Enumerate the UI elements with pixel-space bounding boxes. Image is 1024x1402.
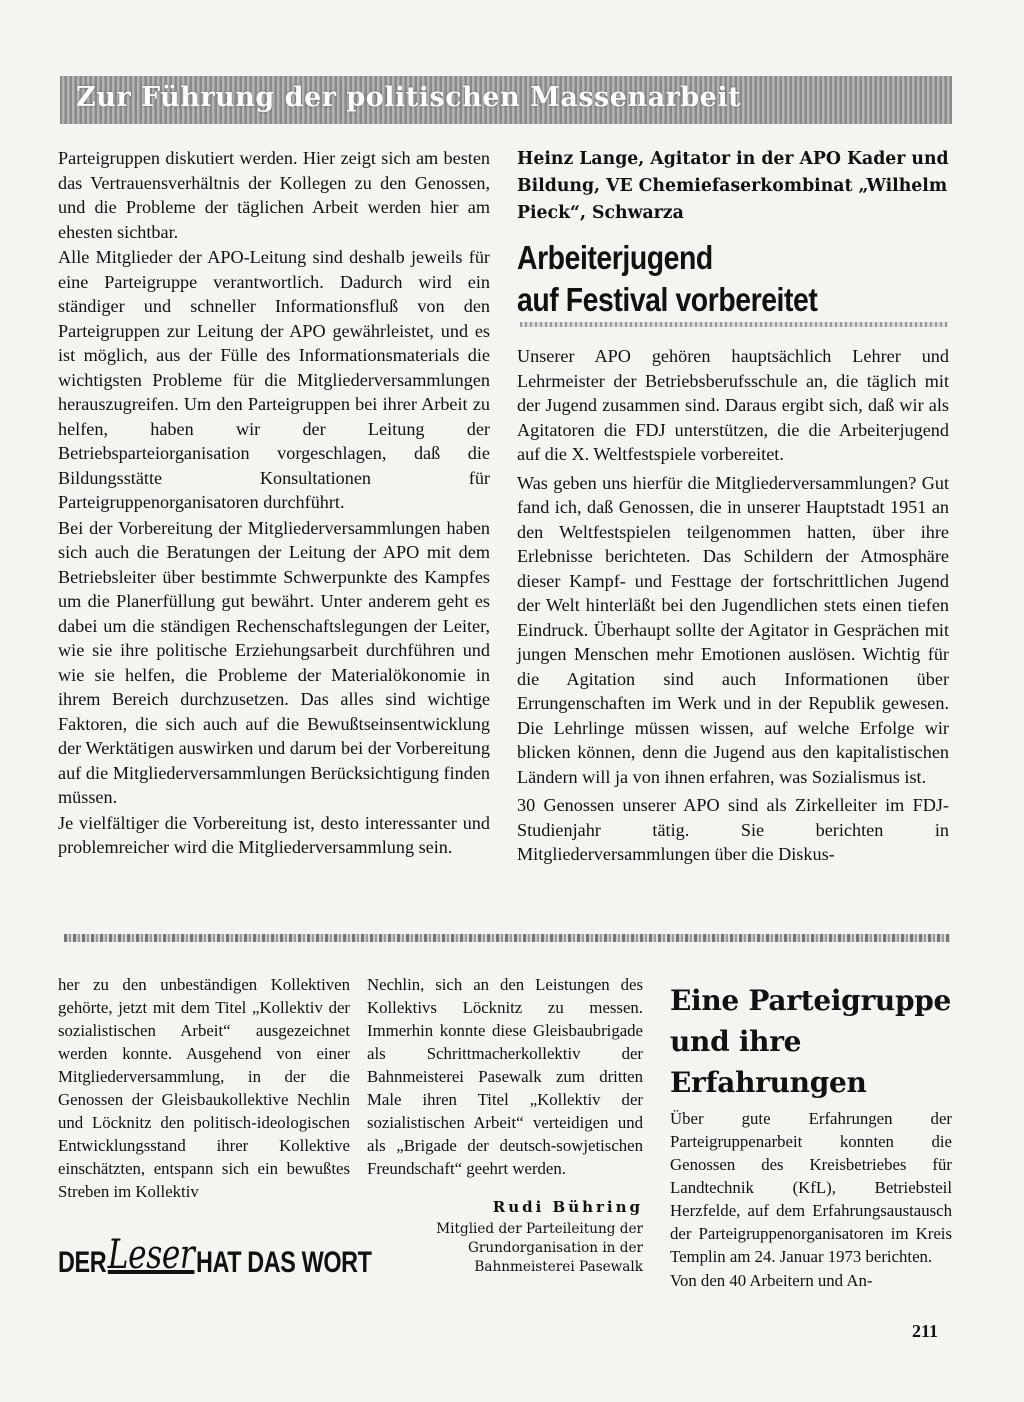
headline-line: und ihre xyxy=(670,1025,802,1058)
article-paragraph: Von den 40 Arbeitern und An- xyxy=(670,1271,873,1290)
article-paragraph: Bei der Vorbereitung der Mitgliederversammlungen haben sich auch die Beratungen der Leitung der APO mit dem Betriebsleiter über bestimmte Schwerpunkte des Kampfes um die Planerfüllung gut bewährt. Unter anderem geht es dabei um die ständigen Rechenschaftslegungen der Leiter, wie sie ihre politische Erziehungsarbeit durchführen und wie sie helfen, die Probleme der Materialökonomie in ihrem Bereich durchzusetzen. Das alles sind wichtige Faktoren, die sich auch auf die Bewußtseinsentwicklung der Werktätigen auswirken und darum bei der Vorbereitung auf die Mitgliederversammlungen Berücksichtigung finden müssen. xyxy=(58,517,490,807)
logo-text: HAT DAS WORT xyxy=(195,1246,372,1279)
letter-paragraph: her zu den unbeständigen Kollektiven gehörte, jetzt mit dem Titel „Kollektiv der sozialistischen Arbeit“ ausgezeichnet werden konnte. Ausgehend von einer Mitgliederversammlung, in der die Genossen der Gleisbaukollektive Nechlin und Löcknitz den politisch-ideologischen Entwicklungsstand ihrer Kollektive einschätzten, entspann sich ein bewußtes Streben im Kollektiv xyxy=(58,975,350,1201)
headline-line: auf Festival vorbereitet xyxy=(517,281,818,318)
author-description: Mitglied der Parteileitung der Grundorganisation in der Bahnmeisterei Pasewalk xyxy=(436,1221,643,1275)
article-paragraph: Parteigruppen diskutiert werden. Hier zeigt sich am besten das Vertrauensverhältnis der Kollegen zu den Genossen, und die Probleme der täglichen Arbeit werden hier am ehesten sichtbar. xyxy=(58,148,490,242)
headline-line: Erfahrungen xyxy=(670,1066,867,1099)
letter-paragraph: Nechlin, sich an den Leistungen des Kollektivs Löcknitz zu messen. Immerhin konnte diese Gleisbaubrigade als Schrittmacherkollektiv der Bahnmeisterei Pasewalk zum dritten Male ihren Titel „Kollektiv der sozialistischen Arbeit“ verteidigen und als „Brigade der deutsch-sowjetischen Freundschaft“ geehrt werden. xyxy=(367,975,643,1178)
headline-line: Eine Parteigruppe xyxy=(670,984,952,1017)
article-left-column xyxy=(58,146,490,860)
article-paragraph: Unserer APO gehören hauptsächlich Lehrer und Lehrmeister der Betriebsberufsschule an, die täglich mit der Jugend zusammen sind. Daraus ergibt sich, daß wir als Agitatoren die FDJ unterstützen, die die Arbeiterjugend auf die X. Weltfestspiele vorbereitet. xyxy=(517,346,949,464)
article-bottom-right xyxy=(670,980,952,1292)
article-paragraph: Was geben uns hierfür die Mitgliederversammlungen? Gut fand ich, daß Genossen, die in unserer Hauptstadt 1951 an den Weltfestspielen teilgenommen hatten, über ihre Erlebnisse berichteten. Das Schildern der Atmosphäre dieser Kampf- und Festtage der fortschrittlichen Jugend der Welt hinterläßt bei den Jugendlichen stets einen tiefen Eindruck. Überhaupt sollte der Agitator in Gesprächen mit jungen Menschen mehr Emotionen auslösen. Wichtig für die Agitation sind auch Informationen über Errungenschaften im Werk und in der Republik gewesen. Die Lehrlinge müssen wissen, auf welche Erfolge wir blicken können, denn die Jugend aus den kapitalistischen Ländern will ja von ihnen erfahren, was Sozialismus ist. xyxy=(517,472,949,787)
article-byline: Heinz Lange, Agitator in der APO Kader und Bildung, VE Chemiefaserkombinat „Wilhelm Pieck“, Schwarza xyxy=(517,149,949,223)
article-paragraph: Alle Mitglieder der APO-Leitung sind deshalb jeweils für eine Parteigruppe verantwortlich. Dadurch wird ein ständiger und schneller Informationsfluß von den Parteigruppen zur Leitung der APO gewährleistet, und es ist möglich, aus der Fülle des Informationsmaterials die wichtigsten Probleme für die Mitgliederversammlungen herauszugreifen. Um den Parteigruppen bei ihrer Arbeit zu helfen, haben wir der Leitung der Betriebsparteiorganisation vorgeschlagen, daß die Bildungsstätte Konsultationen für Parteigruppenorganisatoren durchführt. xyxy=(58,247,490,512)
section-header-band xyxy=(60,76,952,124)
letter-column-1 xyxy=(58,973,350,1203)
headline-underline-rule xyxy=(520,322,948,327)
letter-column-2 xyxy=(367,973,643,1277)
article-headline xyxy=(517,237,949,325)
der-leser-hat-das-wort-logo xyxy=(58,1232,372,1282)
headline-line: Arbeiterjugend xyxy=(517,239,713,276)
article-paragraph: 30 Genossen unserer APO sind als Zirkelleiter im FDJ-Studienjahr tätig. Sie berichten in Mitgliederversammlungen über die Diskus- xyxy=(517,795,949,864)
logo-script-text: Leser xyxy=(107,1232,195,1278)
section-title: Zur Führung der politischen Massenarbeit xyxy=(76,82,742,113)
author-name: Rudi Bühring xyxy=(492,1198,643,1216)
article-right-body xyxy=(517,344,949,867)
article-paragraph: Über gute Erfahrungen der Parteigruppenarbeit konnten die Genossen des Kreisbetriebes für Landtechnik (KfL), Betriebsteil Herzfelde, auf dem Erfahrungsaustausch der Parteigruppenorganisatoren im Kreis Templin am 24. Januar 1973 berichten. xyxy=(670,1109,952,1266)
article-paragraph: Je vielfältiger die Vorbereitung ist, desto interessanter und problemreicher wird die Mitgliederversammlung sein. xyxy=(58,812,490,857)
logo-text: DER xyxy=(58,1246,107,1279)
section-divider-rule xyxy=(64,934,950,942)
article-right-column xyxy=(517,146,949,325)
page-number: 211 xyxy=(912,1321,939,1341)
